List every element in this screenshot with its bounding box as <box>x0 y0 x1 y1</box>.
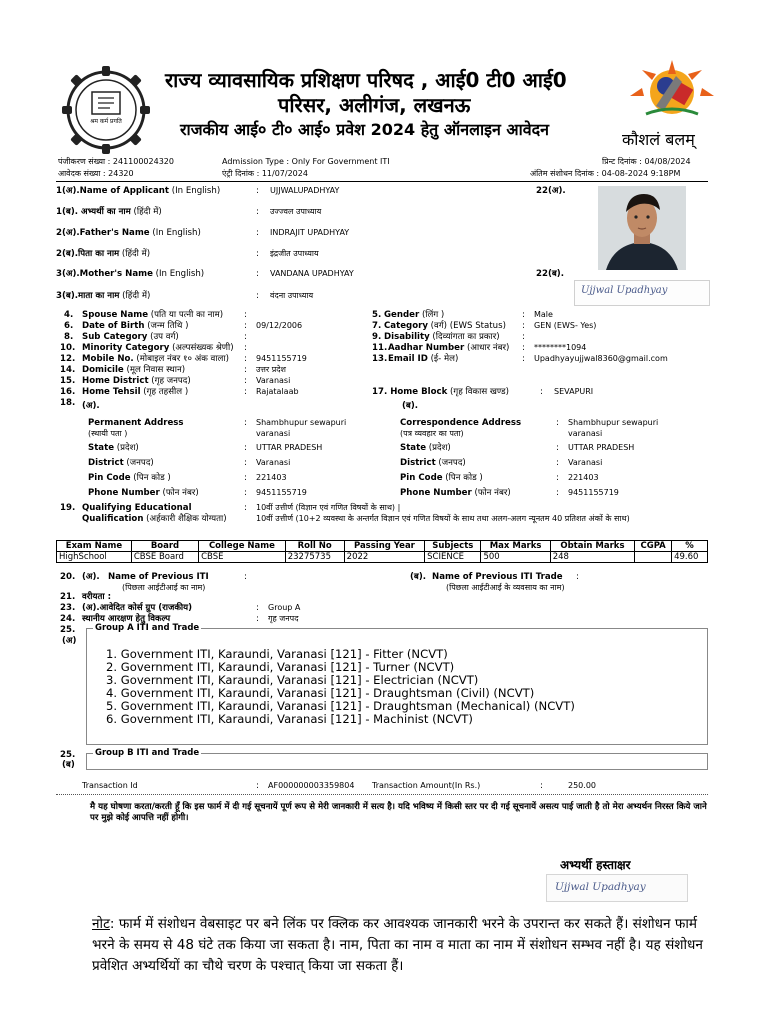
home-block-value: SEVAPURI <box>554 387 594 396</box>
colon: : <box>256 249 259 259</box>
colon: : <box>522 332 525 342</box>
permanent-address-line2: varanasi <box>256 429 291 438</box>
field-number: 20. <box>60 572 76 582</box>
group-a-trade-list <box>106 648 575 726</box>
gender-label: Gender (लिंग ) <box>384 310 445 320</box>
corr-state-value: UTTAR PRADESH <box>568 443 635 452</box>
field-sub-marker: (ब) <box>62 760 75 770</box>
colon: : <box>556 488 559 498</box>
perm-district-label: District (जनपद) <box>88 458 154 468</box>
candidate-signature-label: अभ्यर्थी हस्ताक्षर <box>560 858 631 872</box>
table-header: % <box>672 541 708 552</box>
mother-name-hi-label: 3(ब).माता का नाम (हिंदी में) <box>56 291 151 301</box>
home-district-value: Varanasi <box>256 376 291 385</box>
table-cell: 500 <box>481 552 550 563</box>
note-text: : फार्म में संशोधन वेबसाइट पर बने लिंक पर क्लिक कर आवश्यक जानकारी भरने के उपरान्त कर सकते हैं। संशोधन फार्म भरने के समय से 48 घंटे तक किया जा सकता है। नाम, पिता का नाम व माता का नाम में संशोधन सम्भव नहीं है। यह संशोधन प्रवेशित अभ्यर्थियों का चौथे चरण के पश्चात् किया जा सकता हैं। <box>92 916 703 974</box>
local-reservation-label: स्थानीय आरक्षण हेतु विकल्प <box>82 614 171 624</box>
colon: : <box>244 376 247 386</box>
table-header: Passing Year <box>344 541 425 552</box>
note-paragraph <box>92 914 714 977</box>
course-group-value: Group A <box>268 603 301 612</box>
colon: : <box>244 443 247 453</box>
field-number: 4. <box>64 310 74 320</box>
colon: : <box>256 228 259 238</box>
colon: : <box>244 418 247 428</box>
father-name-en: INDRAJIT UPADHYAY <box>270 228 350 237</box>
skill-india-caption: कौशलं बलम् <box>622 130 695 149</box>
table-header: Obtain Marks <box>550 541 634 552</box>
mobile-label: Mobile No. (मोबाइल नंबर १० अंक वाला) <box>82 354 229 364</box>
declaration-text: मै यह घोषणा करता/करती हूँ कि इस फार्म में दी गई सूचनायें पूर्ण रूप से मेरी जानकारी में सत्य है। यदि भविष्य में किसी स्तर पर दी गई सूचनायें असत्य पाई जाती है तो मेरा अभ्यर्थन निरस्त किये जाने पर मुझे कोई आपत्ति नहीं होगी। <box>90 802 707 823</box>
last-modified-date: अंतिम संशोधन दिनांक : 04-08-2024 9:18PM <box>530 169 681 178</box>
table-cell: SCIENCE <box>425 552 481 563</box>
header-title-line2: परिसर, अलीगंज, लखनऊ <box>278 93 471 117</box>
course-group-label: (अ).आवेदित कोर्स ग्रुप (राजकीय) <box>82 603 193 613</box>
table-cell: 49.60 <box>672 552 708 563</box>
photo-label: 22(अ). <box>536 186 566 196</box>
colon: : <box>256 781 259 791</box>
transaction-amount-value: 250.00 <box>568 781 596 790</box>
email-label: Email ID (ई- मेल) <box>388 354 459 364</box>
colon: : <box>256 207 259 217</box>
colon: : <box>244 387 247 397</box>
field-number: 15. <box>60 376 76 386</box>
colon: : <box>522 343 525 353</box>
perm-phone-value: 9451155719 <box>256 488 307 497</box>
applicant-name-hi: उज्ज्वल उपाध्याय <box>270 207 322 216</box>
admission-type: Admission Type : Only For Government ITI <box>222 157 390 166</box>
permanent-address-title: Permanent Address <box>88 418 184 428</box>
field-number: 14. <box>60 365 76 375</box>
colon: : <box>576 572 579 582</box>
field-number: 19. <box>60 503 76 513</box>
colon: : <box>244 458 247 468</box>
colon: : <box>256 614 259 624</box>
colon: : <box>540 387 543 397</box>
mother-name-en-label: 3(अ).Mother's Name (In English) <box>56 269 205 279</box>
colon: : <box>244 332 247 342</box>
domicile-value: उत्तर प्रदेश <box>256 365 286 374</box>
table-cell: 23275735 <box>285 552 344 563</box>
mobile-value: 9451155719 <box>256 354 307 363</box>
domicile-label: Domicile (मूल निवास स्थान) <box>82 365 186 375</box>
table-row <box>57 552 708 563</box>
corr-pin-label: Pin Code (पिन कोड ) <box>400 473 483 483</box>
applicant-name-en: UJJWALUPADHYAY <box>270 186 340 195</box>
colon: : <box>540 781 543 791</box>
field-number: 24. <box>60 614 76 624</box>
table-cell: CBSE Board <box>131 552 198 563</box>
correspondence-address-hint: (पत्र व्यवहार का पता) <box>400 429 464 438</box>
home-district-label: Home District (गृह जनपद) <box>82 376 191 386</box>
colon: : <box>256 603 259 613</box>
colon: : <box>244 473 247 483</box>
table-header: Roll No <box>285 541 344 552</box>
colon: : <box>244 365 247 375</box>
list-item: 4. Government ITI, Karaundi, Varanasi [121] - Draughtsman (Civil) (NCVT) <box>106 686 535 700</box>
colon: : <box>256 269 259 279</box>
permanent-address-line1: Shambhupur sewapuri <box>256 418 347 427</box>
field-sub-marker: (अ). <box>82 572 100 582</box>
field-number: 21. <box>60 592 76 602</box>
perm-state-value: UTTAR PRADESH <box>256 443 323 452</box>
list-item: 6. Government ITI, Karaundi, Varanasi [121] - Machinist (NCVT) <box>106 712 473 726</box>
list-item: 5. Government ITI, Karaundi, Varanasi [121] - Draughtsman (Mechanical) (NCVT) <box>106 699 575 713</box>
colon: : <box>522 321 525 331</box>
note-prefix: नोट <box>92 916 110 932</box>
previous-iti-label: Name of Previous ITI <box>108 572 209 582</box>
aadhar-label: Aadhar Number (आधार नंबर) <box>388 343 510 353</box>
signature-label: 22(ब). <box>536 269 564 279</box>
previous-iti-trade-label: Name of Previous ITI Trade <box>432 572 563 582</box>
email-value: Upadhyayujjwal8360@gmail.com <box>534 354 668 363</box>
candidate-signature-image <box>546 874 688 902</box>
table-header: Subjects <box>425 541 481 552</box>
field-number: 7. <box>372 321 382 331</box>
father-name-hi-label: 2(ब).पिता का नाम (हिंदी में) <box>56 249 151 259</box>
category-label: Category (वर्ग) (EWS Status) <box>384 321 506 331</box>
spouse-name-label: Spouse Name (पति या पत्नी का नाम) <box>82 310 224 320</box>
corr-state-label: State (प्रदेश) <box>400 443 451 453</box>
applicant-name-en-label: 1(अ).Name of Applicant (In English) <box>56 186 221 196</box>
table-cell: 248 <box>550 552 634 563</box>
education-table <box>56 540 708 563</box>
permanent-address-marker: (अ). <box>82 401 100 411</box>
group-b-trades-box <box>86 748 708 770</box>
previous-iti-trade-hint: (पिछला आईटीआई के व्यवसाय का नाम) <box>446 583 565 592</box>
sub-category-label: Sub Category (उप वर्ग) <box>82 332 179 342</box>
table-cell: HighSchool <box>57 552 132 563</box>
applicant-name-hi-label: 1(ब). अभ्यर्थी का नाम (हिंदी में) <box>56 207 162 217</box>
perm-district-value: Varanasi <box>256 458 291 467</box>
father-name-hi: इंद्रजीत उपाध्याय <box>270 249 319 258</box>
previous-iti-hint: (पिछला आईटीआई का नाम) <box>122 583 206 592</box>
group-b-legend: Group B ITI and Trade <box>95 748 200 758</box>
corr-pin-value: 221403 <box>568 473 599 482</box>
transaction-id-value: AF000000003359804 <box>268 781 355 790</box>
permanent-address-hint: (स्थायी पता ) <box>88 429 128 438</box>
category-value: GEN (EWS- Yes) <box>534 321 597 330</box>
colon: : <box>556 458 559 468</box>
dob-value: 09/12/2006 <box>256 321 303 330</box>
registration-number: पंजीकरण संख्या : 241100024320 <box>58 157 174 166</box>
field-number: 18. <box>60 398 76 408</box>
home-tehsil-value: Rajatalaab <box>256 387 299 396</box>
header-title-line1: राज्य व्यावसायिक प्रशिक्षण परिषद , आई0 टी0 आई0 <box>165 68 567 92</box>
preference-label: वरीयता : <box>82 592 112 602</box>
field-number: 16. <box>60 387 76 397</box>
transaction-id-label: Transaction Id <box>82 781 138 790</box>
colon: : <box>256 186 259 196</box>
table-header: Exam Name <box>57 541 132 552</box>
field-number: 25. <box>60 625 76 635</box>
perm-state-label: State (प्रदेश) <box>88 443 139 453</box>
colon: : <box>522 310 525 320</box>
divider <box>56 181 708 182</box>
colon: : <box>522 354 525 364</box>
colon: : <box>244 503 247 513</box>
field-sub-marker: (ब). <box>410 572 427 582</box>
colon: : <box>244 488 247 498</box>
skill-india-logo <box>616 56 728 156</box>
colon: : <box>556 418 559 428</box>
qualification-label-2: Qualification (अर्हकारी शैक्षिक योग्यता) <box>82 514 227 524</box>
colon: : <box>244 572 247 582</box>
mother-name-hi: वंदना उपाध्याय <box>270 291 314 300</box>
applicant-number: आवेदक संख्या : 24320 <box>58 169 134 178</box>
colon: : <box>256 291 259 301</box>
table-cell: 2022 <box>344 552 425 563</box>
gender-value: Male <box>534 310 553 319</box>
table-header: Board <box>131 541 198 552</box>
table-cell <box>635 552 672 563</box>
qualification-line-2: 10वीं उत्तीर्ण (10+2 व्यवस्था के अन्तर्गत विज्ञान एवं गणित विषयों के साथ तथा अलग-अलग न्यूनतम 40 प्रतिशत अंकों के साथ) <box>256 514 630 523</box>
correspondence-address-line2: varanasi <box>568 429 603 438</box>
aadhar-value: ********1094 <box>534 343 587 352</box>
table-header: Max Marks <box>481 541 550 552</box>
field-number: 25. <box>60 750 76 760</box>
disability-label: Disability (दिव्यांगता का प्रकार) <box>384 332 500 342</box>
colon: : <box>556 443 559 453</box>
correspondence-address-marker: (ब). <box>402 401 419 411</box>
table-header-row <box>57 541 708 552</box>
list-item: 2. Government ITI, Karaundi, Varanasi [121] - Turner (NCVT) <box>106 660 455 674</box>
signature-text: Ujjwal Upadhyay <box>581 285 668 296</box>
qualification-line-1: 10वीं उत्तीर्ण (विज्ञान एवं गणित विषयों के साथ) | <box>256 503 401 512</box>
field-number: 8. <box>64 332 74 342</box>
colon: : <box>244 321 247 331</box>
home-block-label: 17. Home Block (गृह विकास खण्ड) <box>372 387 509 397</box>
group-a-legend: Group A ITI and Trade <box>95 623 200 633</box>
print-date: प्रिन्ट दिनांक : 04/08/2024 <box>602 157 691 166</box>
table-cell: CBSE <box>199 552 286 563</box>
field-sub-marker: (अ) <box>62 636 77 646</box>
perm-phone-label: Phone Number (फोन नंबर) <box>88 488 199 498</box>
transaction-amount-label: Transaction Amount(In Rs.) <box>372 781 481 790</box>
corr-district-label: District (जनपद) <box>400 458 466 468</box>
colon: : <box>244 354 247 364</box>
table-header: CGPA <box>635 541 672 552</box>
local-reservation-value: गृह जनपद <box>268 614 299 623</box>
perm-pin-label: Pin Code (पिन कोड ) <box>88 473 171 483</box>
field-number: 10. <box>60 343 76 353</box>
field-number: 11. <box>372 343 388 353</box>
table-header: College Name <box>199 541 286 552</box>
father-name-en-label: 2(अ).Father's Name (In English) <box>56 228 201 238</box>
colon: : <box>244 310 247 320</box>
corr-district-value: Varanasi <box>568 458 603 467</box>
list-item: 1. Government ITI, Karaundi, Varanasi [121] - Fitter (NCVT) <box>106 647 448 661</box>
applicant-photo <box>598 186 686 270</box>
entry-date: एंट्री दिनांक : 11/07/2024 <box>222 169 308 178</box>
field-number: 23. <box>60 603 76 613</box>
mother-name-en: VANDANA UPADHYAY <box>270 269 354 278</box>
home-tehsil-label: Home Tehsil (गृह तहसील ) <box>82 387 189 397</box>
corr-phone-value: 9451155719 <box>568 488 619 497</box>
list-item: 3. Government ITI, Karaundi, Varanasi [121] - Electrician (NCVT) <box>106 673 479 687</box>
colon: : <box>556 473 559 483</box>
signature-text: Ujjwal Upadhyay <box>555 881 646 893</box>
correspondence-address-line1: Shambhupur sewapuri <box>568 418 659 427</box>
qualification-label-1: Qualifying Educational <box>82 503 192 513</box>
field-number: 5. <box>372 310 382 320</box>
divider <box>56 794 708 795</box>
field-number: 12. <box>60 354 76 364</box>
perm-pin-value: 221403 <box>256 473 287 482</box>
applicant-signature-small <box>574 280 710 306</box>
left-emblem-logo <box>58 62 154 158</box>
minority-category-label: Minority Category (अल्पसंख्यक श्रेणी) <box>82 343 234 353</box>
header-title-line3: राजकीय आई० टी० आई० प्रवेश 2024 हेतु ऑनलाइन आवेदन <box>180 120 550 139</box>
colon: : <box>244 343 247 353</box>
field-number: 9. <box>372 332 382 342</box>
corr-phone-label: Phone Number (फोन नंबर) <box>400 488 511 498</box>
emblem-text: श्रम कर्म प्रगति <box>90 118 122 125</box>
field-number: 13. <box>372 354 388 364</box>
dob-label: Date of Birth (जन्म तिथि ) <box>82 321 189 331</box>
correspondence-address-title: Correspondence Address <box>400 418 522 428</box>
field-number: 6. <box>64 321 74 331</box>
